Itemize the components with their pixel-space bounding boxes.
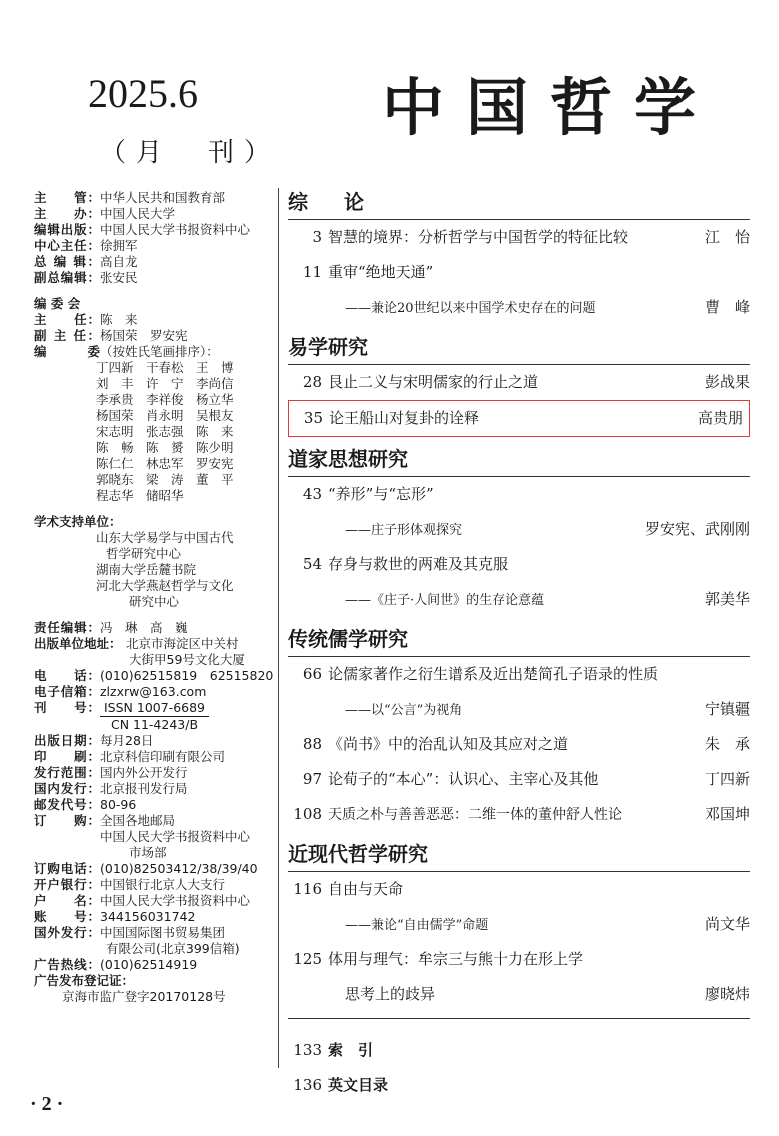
info-value: 中国人民大学书报资料中心 — [100, 222, 251, 237]
toc-author: 彭战果 — [704, 373, 750, 391]
info-row — [34, 514, 279, 530]
toc-title: 艮止二义与宋明儒家的行止之道 — [328, 373, 539, 391]
section-heading: 近现代哲学研究 — [288, 832, 750, 872]
support-line: 研究中心 — [129, 594, 180, 609]
info-value: 杨国荣 罗安宪 — [100, 328, 188, 343]
toc-subtitle-row — [288, 907, 750, 942]
board-member-line: 程志华 储昭华 — [96, 488, 184, 503]
info-value: zlzxrw@163.com — [100, 684, 207, 699]
info-row — [34, 781, 279, 797]
toc-author: 宁镇疆 — [704, 700, 750, 718]
toc-page: 125 — [293, 950, 322, 968]
info-value: (010)62515819 62515820 — [100, 668, 274, 683]
section-heading: 易学研究 — [288, 325, 750, 365]
info-row — [34, 909, 279, 925]
info-label: 副总编辑： — [34, 270, 100, 285]
toc-title: 论荀子的“本心”：认识心、主宰心及其他 — [328, 770, 599, 788]
info-label: 广告发布登记证： — [34, 973, 135, 988]
toc-subtitle: ——以“公言”为视角 — [345, 703, 463, 718]
section-heading: 传统儒学研究 — [288, 617, 750, 657]
info-label: 主 管： — [34, 190, 100, 205]
info-value: 北京市海淀区中关村 — [126, 636, 239, 651]
info-label: 主 办： — [34, 206, 100, 221]
toc-page: 133 — [293, 1041, 322, 1059]
toc-author: 高贵朋 — [697, 409, 743, 427]
toc-title-continuation — [288, 977, 750, 1012]
board-member-line: 陈仁仁 林忠军 罗安宪 — [96, 456, 234, 471]
column-divider — [278, 188, 279, 1068]
info-value: 陈 来 — [100, 312, 138, 327]
board-member-line: 李承贵 李祥俊 杨立华 — [96, 392, 234, 407]
info-value: 北京科信印刷有限公司 — [100, 749, 226, 764]
section-heading: 综 论 — [288, 180, 750, 220]
toc-author: 江 怡 — [704, 228, 750, 246]
info-value: (010)82503412/38/39/40 — [100, 861, 258, 876]
info-row — [34, 893, 279, 909]
info-label: 主 任： — [34, 312, 100, 327]
info-row — [34, 344, 279, 360]
info-value: 中国人民大学 — [100, 206, 176, 221]
toc-entry[interactable] — [288, 942, 750, 977]
info-label: 副 主 任： — [34, 328, 100, 343]
toc-page: 136 — [293, 1076, 322, 1094]
info-row — [34, 749, 279, 765]
frequency-label: （月 刊） — [100, 138, 281, 168]
toc-title: 英文目录 — [328, 1076, 389, 1094]
info-label: 电子信箱： — [34, 684, 100, 699]
toc-title: 重审“绝地天通” — [328, 263, 434, 281]
info-value: 每月28日 — [100, 733, 154, 748]
toc-author: 丁四新 — [704, 770, 750, 788]
info-row — [34, 765, 279, 781]
toc-entry[interactable] — [288, 220, 750, 255]
info-value: 中国银行北京人大支行 — [100, 877, 226, 892]
info-value: 中国人民大学书报资料中心 — [100, 829, 251, 844]
board-member-line: 郭晓东 梁 涛 董 平 — [96, 472, 234, 487]
toc-title: 天质之朴与善善恶恶：二维一体的董仲舒人性论 — [328, 807, 622, 823]
info-label: 编 委 会 — [34, 296, 81, 311]
toc-author: 尚文华 — [704, 915, 750, 933]
info-row — [34, 877, 279, 893]
info-value: 徐拥军 — [100, 238, 138, 253]
toc-author: 邓国坤 — [704, 805, 750, 823]
toc-title: 《尚书》中的治乱认知及其应对之道 — [328, 735, 569, 753]
info-row — [34, 733, 279, 749]
info-value: 冯 琳 高 巍 — [100, 620, 188, 635]
board-member-line: 宋志明 张志强 陈 来 — [96, 424, 234, 439]
toc-page: 35 — [303, 409, 323, 427]
info-row — [34, 973, 279, 989]
page-number: · 2 · — [30, 1093, 64, 1115]
masthead-info — [34, 190, 279, 1005]
toc-page: 11 — [302, 263, 322, 281]
toc-title: 存身与救世的两难及其克服 — [328, 555, 509, 573]
toc-title: 论王船山对复卦的诠释 — [329, 409, 480, 427]
info-row — [34, 312, 279, 328]
info-value: 中国国际图书贸易集团 — [100, 925, 226, 940]
toc-title: 智慧的境界：分析哲学与中国哲学的特征比较 — [328, 228, 629, 246]
support-line: 山东大学易学与中国古代 — [96, 530, 234, 545]
journal-title: 中国哲学 — [382, 71, 719, 144]
info-row — [34, 957, 279, 973]
info-label: 广告热线： — [34, 957, 100, 972]
info-row — [34, 684, 279, 700]
toc-entry[interactable] — [288, 255, 750, 290]
info-row — [34, 797, 279, 813]
info-value: 北京报刊发行局 — [100, 781, 188, 796]
table-of-contents — [288, 180, 750, 1103]
info-value: 京海市监广登字20170128号 — [62, 989, 226, 1004]
info-label: 出版单位地址： — [34, 636, 122, 651]
info-label: 订 购： — [34, 813, 100, 828]
info-value: 中国人民大学书报资料中心 — [100, 893, 251, 908]
toc-subtitle: ——兼论20世纪以来中国学术史存在的问题 — [345, 301, 596, 316]
toc-page: 108 — [293, 805, 322, 823]
toc-entry[interactable] — [288, 477, 750, 512]
info-value: 中华人民共和国教育部 — [100, 190, 226, 205]
info-value: 80-96 — [100, 797, 137, 812]
info-value: 市场部 — [129, 845, 167, 860]
info-row — [34, 861, 279, 877]
info-label: 责任编辑： — [34, 620, 100, 635]
info-value: （按姓氏笔画排序）： — [100, 344, 219, 359]
info-label: 刊 号： — [34, 700, 100, 715]
board-member-line: 陈 畅 陈 赟 陈少明 — [96, 440, 234, 455]
info-row — [34, 190, 279, 206]
info-label: 开户银行： — [34, 877, 100, 892]
info-label: 中心主任： — [34, 238, 100, 253]
toc-title: 体用与理气：牟宗三与熊十力在形上学 — [328, 950, 584, 968]
info-row — [34, 813, 279, 829]
toc-page: 97 — [302, 770, 322, 788]
info-row — [34, 620, 279, 636]
toc-subtitle-row — [288, 290, 750, 325]
toc-title: “养形”与“忘形” — [328, 485, 434, 503]
info-row — [34, 636, 279, 652]
issue-number: 2025.6 — [88, 71, 198, 116]
info-label: 邮发代号： — [34, 797, 100, 812]
toc-entry-highlighted[interactable] — [288, 400, 750, 437]
info-row — [34, 206, 279, 222]
issn-block — [100, 700, 209, 733]
info-row — [34, 296, 279, 312]
toc-page: 54 — [302, 555, 322, 573]
info-label: 国内发行： — [34, 781, 100, 796]
info-label: 发行范围： — [34, 765, 100, 780]
toc-subtitle-row — [288, 582, 750, 617]
info-label: 总 编 辑： — [34, 254, 100, 269]
toc-entry[interactable] — [288, 1033, 750, 1068]
toc-entry[interactable] — [288, 657, 750, 692]
info-value: 高自龙 — [100, 254, 138, 269]
info-row — [34, 254, 279, 270]
board-member-line: 刘 丰 许 宁 李尚信 — [96, 376, 234, 391]
info-row — [34, 270, 279, 286]
toc-subtitle: ——庄子形体观探究 — [345, 523, 463, 538]
toc-subtitle-row — [288, 512, 750, 547]
info-label: 国外发行： — [34, 925, 100, 940]
info-value: 国内外公开发行 — [100, 765, 188, 780]
toc-entry[interactable] — [288, 1068, 750, 1103]
toc-subtitle: ——《庄子·人间世》的生存论意蕴 — [345, 593, 545, 608]
info-row — [34, 700, 279, 733]
toc-page: 28 — [302, 373, 322, 391]
toc-author: 罗安宪、武刚刚 — [644, 520, 750, 538]
toc-page: 43 — [302, 485, 322, 503]
info-row — [34, 222, 279, 238]
cn-number: CN 11-4243/B — [110, 717, 199, 732]
toc-page: 66 — [302, 665, 322, 683]
info-value: 有限公司(北京399信箱) — [106, 941, 240, 956]
toc-author: 朱 承 — [704, 735, 750, 753]
toc-entry[interactable] — [288, 727, 750, 762]
info-value: (010)62514919 — [100, 957, 198, 972]
toc-end-divider — [288, 1018, 750, 1033]
info-label: 户 名： — [34, 893, 100, 908]
info-row — [34, 328, 279, 344]
info-label: 印 刷： — [34, 749, 100, 764]
info-row — [34, 925, 279, 941]
support-line: 哲学研究中心 — [106, 546, 182, 561]
toc-author: 廖晓炜 — [704, 985, 750, 1003]
toc-entry[interactable] — [288, 872, 750, 907]
toc-page: 116 — [293, 880, 322, 898]
toc-author: 郭美华 — [704, 590, 750, 608]
toc-title: 思考上的歧异 — [345, 985, 436, 1003]
info-label: 出版日期： — [34, 733, 100, 748]
toc-title: 论儒家著作之衍生谱系及近出楚简孔子语录的性质 — [328, 665, 659, 683]
info-value: 张安民 — [100, 270, 138, 285]
board-member-line: 杨国荣 肖永明 吴根友 — [96, 408, 234, 423]
info-label: 编 委 — [34, 344, 100, 359]
issn-number: ISSN 1007-6689 — [100, 700, 209, 717]
info-row — [34, 238, 279, 254]
support-line: 河北大学燕赵哲学与文化 — [96, 578, 234, 593]
toc-entry[interactable] — [288, 365, 750, 400]
support-line: 湖南大学岳麓书院 — [96, 562, 197, 577]
board-member-line: 丁四新 干春松 王 博 — [96, 360, 234, 375]
info-label: 编辑出版： — [34, 222, 100, 237]
toc-subtitle: ——兼论“自由儒学”命题 — [345, 918, 489, 933]
section-heading: 道家思想研究 — [288, 437, 750, 477]
info-value: 大街甲59号文化大厦 — [129, 652, 245, 667]
info-label: 电 话： — [34, 668, 100, 683]
toc-entry[interactable] — [288, 762, 750, 797]
info-value: 全国各地邮局 — [100, 813, 176, 828]
toc-page: 88 — [302, 735, 322, 753]
info-label: 订购电话： — [34, 861, 100, 876]
toc-entry[interactable] — [288, 797, 750, 832]
toc-entry[interactable] — [288, 547, 750, 582]
info-label: 账 号： — [34, 909, 100, 924]
toc-page: 3 — [312, 228, 322, 246]
info-value: 344156031742 — [100, 909, 196, 924]
toc-author: 曹 峰 — [704, 298, 750, 316]
toc-subtitle-row — [288, 692, 750, 727]
toc-title: 自由与天命 — [328, 880, 404, 898]
info-label: 学术支持单位： — [34, 514, 122, 529]
info-row — [34, 668, 279, 684]
toc-title: 索 引 — [328, 1041, 374, 1059]
